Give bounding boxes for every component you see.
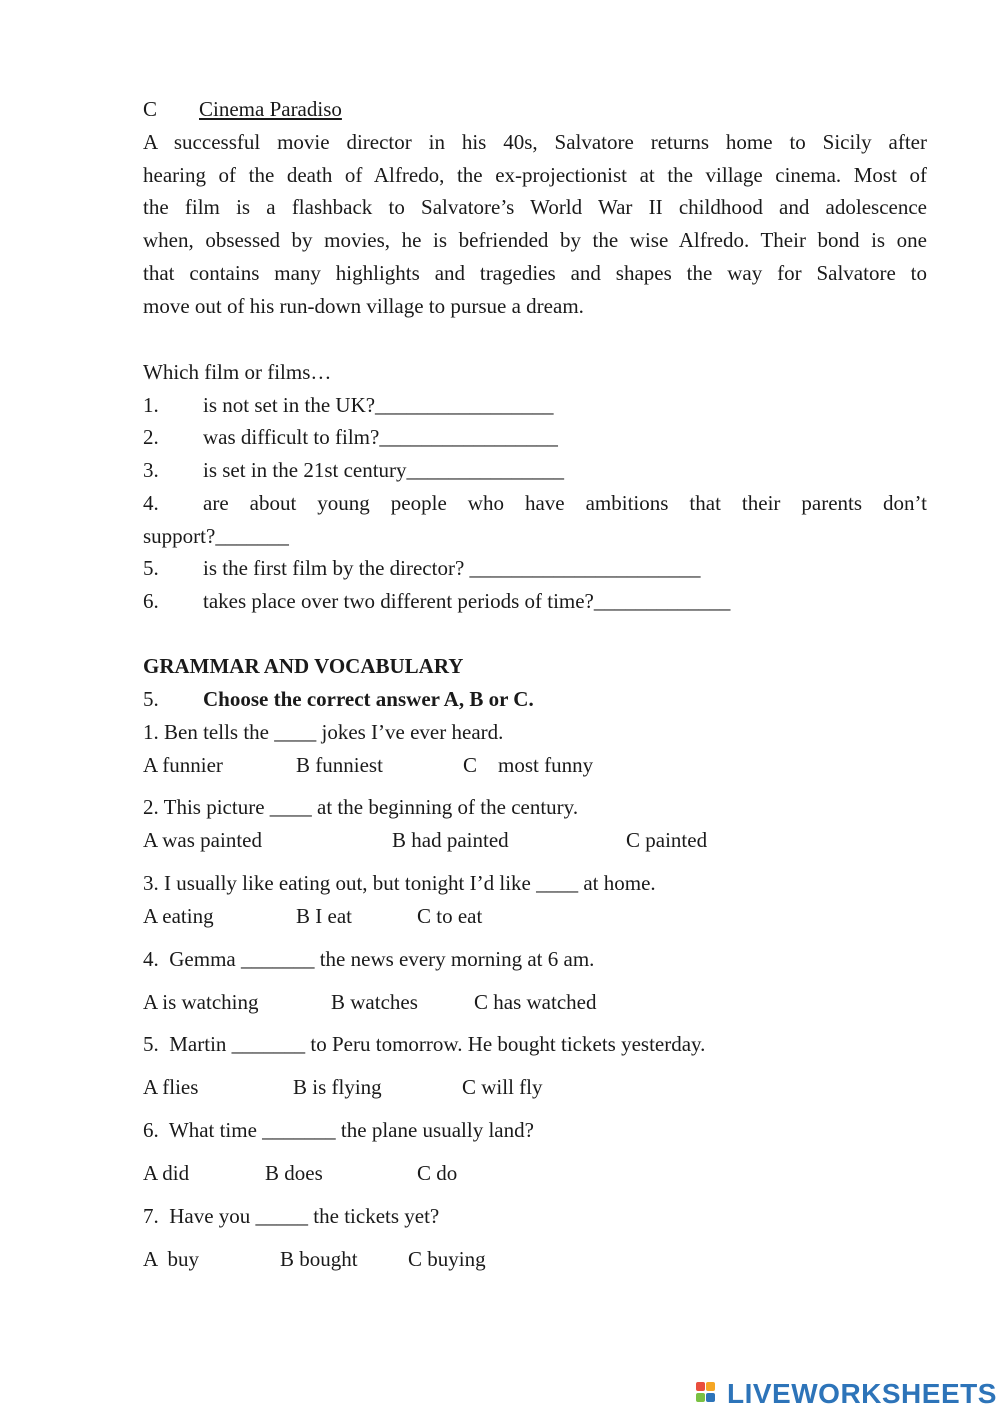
which-film-prompt: Which film or films… xyxy=(143,360,332,384)
question-5: 5. is the first film by the director? ______________________ xyxy=(143,556,701,580)
question-3-text[interactable]: is set in the 21st century_______________ xyxy=(203,458,565,482)
mc-4-option-a[interactable]: A is watching xyxy=(143,990,259,1014)
section-c-paragraph xyxy=(143,126,927,322)
mc-question-6: 6. What time _______ the plane usually land? xyxy=(143,1118,534,1142)
grammar-instruction: Choose the correct answer A, B or C. xyxy=(203,687,534,711)
mc-1-option-a[interactable]: A funnier xyxy=(143,753,223,777)
liveworksheets-logo-mark-icon xyxy=(695,1380,725,1408)
section-c-letter: C xyxy=(143,97,158,121)
liveworksheets-logo xyxy=(695,1378,997,1410)
mc-5-option-a[interactable]: A flies xyxy=(143,1075,199,1099)
question-6: 6. takes place over two different periods of time?_____________ xyxy=(143,589,731,613)
mc-question-5: 5. Martin _______ to Peru tomorrow. He bought tickets yesterday. xyxy=(143,1032,706,1056)
mc-5-option-b[interactable]: B is flying xyxy=(293,1075,382,1099)
mc-6-option-a[interactable]: A did xyxy=(143,1161,190,1185)
question-6-text[interactable]: takes place over two different periods of time?_____________ xyxy=(203,589,731,613)
section-c-title: Cinema Paradiso xyxy=(199,97,342,121)
mc-question-2: 2. This picture ____ at the beginning of the century. xyxy=(143,795,579,819)
mc-1-option-c[interactable]: C most funny xyxy=(463,753,594,777)
paragraph-line: when, obsessed by movies, he is befriended by the wise Alfredo. Their bond is one xyxy=(143,228,927,253)
question-1-text[interactable]: is not set in the UK?_________________ xyxy=(203,393,554,417)
mc-6-option-c[interactable]: C do xyxy=(417,1161,458,1185)
mc-7-option-a[interactable]: A buy xyxy=(143,1247,200,1271)
question-3: 3. is set in the 21st century_______________ xyxy=(143,458,565,482)
mc-7-option-c[interactable]: C buying xyxy=(408,1247,486,1271)
mc-2-option-b[interactable]: B had painted xyxy=(392,828,509,852)
question-4: 4. are about young people who have ambitions that their parents don’t xyxy=(143,491,927,515)
mc-7-option-b[interactable]: B bought xyxy=(280,1247,358,1271)
paragraph-line: A successful movie director in his 40s, Salvatore returns home to Sicily after xyxy=(143,130,927,154)
mc-3-option-b[interactable]: B I eat xyxy=(296,904,352,928)
question-4-line1: are about young people who have ambitions that their parents don’t xyxy=(203,491,927,515)
mc-5-option-c[interactable]: C will fly xyxy=(462,1075,543,1099)
mc-question-3: 3. I usually like eating out, but tonight I’d like ____ at home. xyxy=(143,871,656,895)
section-c-heading xyxy=(143,96,342,122)
question-1: 1. is not set in the UK?_________________ xyxy=(143,393,554,417)
grammar-title: GRAMMAR AND VOCABULARY xyxy=(143,654,464,678)
paragraph-line: move out of his run-down village to pursue a dream. xyxy=(143,293,584,318)
mc-2-option-c[interactable]: C painted xyxy=(626,828,708,852)
mc-question-7: 7. Have you _____ the tickets yet? xyxy=(143,1204,440,1228)
mc-6-option-b[interactable]: B does xyxy=(265,1161,323,1185)
mc-question-1: 1. Ben tells the ____ jokes I’ve ever heard. xyxy=(143,720,504,744)
question-2-text[interactable]: was difficult to film?_________________ xyxy=(203,425,558,449)
paragraph-line: hearing of the death of Alfredo, the ex-projectionist at the village cinema. Most of xyxy=(143,162,927,187)
question-4-line2[interactable]: support?_______ xyxy=(143,524,289,548)
mc-2-option-a[interactable]: A was painted xyxy=(143,828,262,852)
mc-3-option-c[interactable]: C to eat xyxy=(417,904,483,928)
paragraph-line: that contains many highlights and tragedies and shapes the way for Salvatore to xyxy=(143,260,927,285)
mc-question-4: 4. Gemma _______ the news every morning at 6 am. xyxy=(143,947,595,971)
mc-4-option-b[interactable]: B watches xyxy=(331,990,418,1014)
mc-1-option-b[interactable]: B funniest xyxy=(296,753,383,777)
mc-4-option-c[interactable]: C has watched xyxy=(474,990,597,1014)
liveworksheets-logo-text: LIVEWORKSHEETS xyxy=(727,1378,997,1409)
question-2: 2. was difficult to film?_________________ xyxy=(143,425,558,449)
paragraph-line: the film is a flashback to Salvatore’s World War II childhood and adolescence xyxy=(143,195,927,220)
grammar-task: 5. Choose the correct answer A, B or C. xyxy=(143,687,534,711)
mc-3-option-a[interactable]: A eating xyxy=(143,904,214,928)
question-5-text[interactable]: is the first film by the director? ______________________ xyxy=(203,556,701,580)
